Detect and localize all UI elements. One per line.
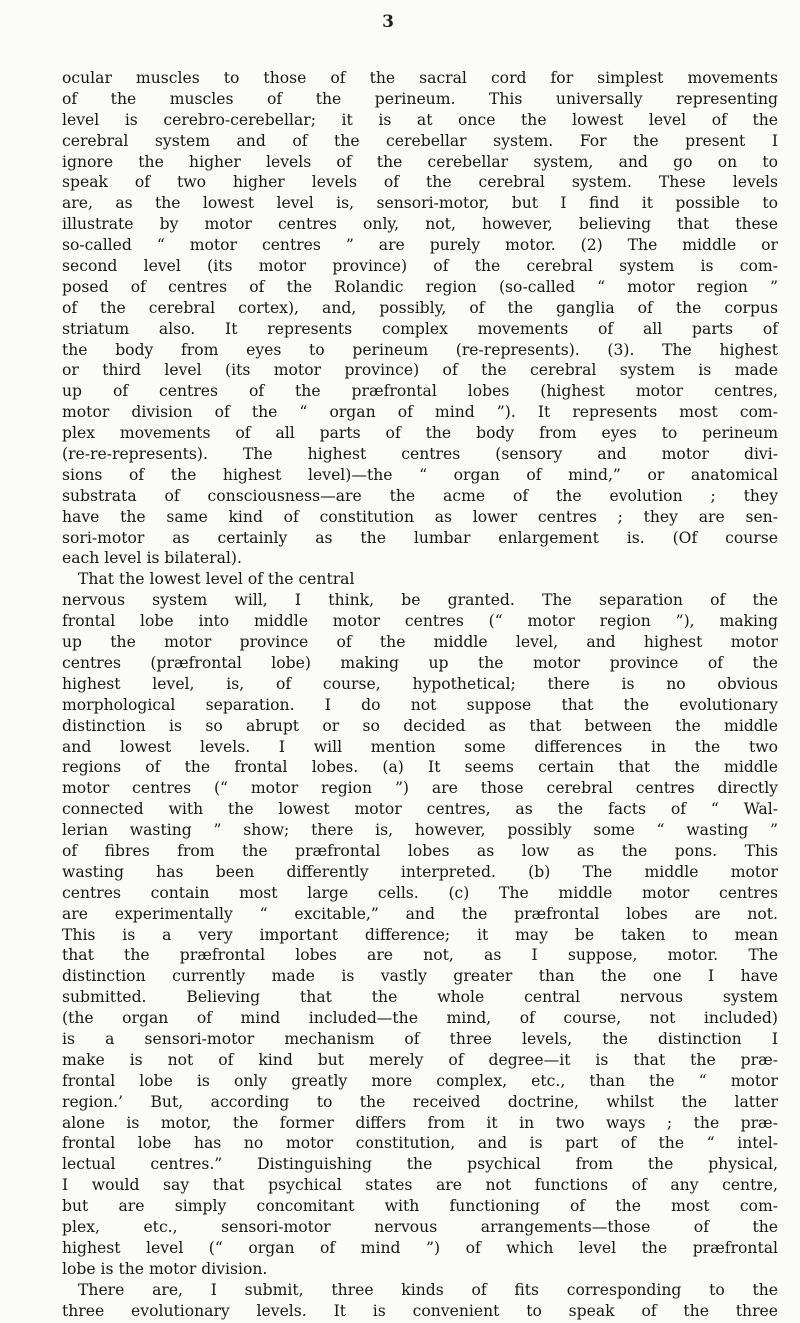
text-line: of fibres from the præfrontal lobes as low as the pons. This [62,841,778,860]
text-line: (re-re-represents). The highest centres (sensory and motor divi- [62,445,778,464]
text-line: have the same kind of constitution as lower centres ; they are sen- [62,507,778,526]
text-line: illustrate by motor centres only, not, however, believing that these [62,215,778,234]
text-line: three evolutionary levels. It is convenient to speak of the three [62,1301,778,1320]
text-line: so-called “ motor centres ” are purely motor. (2) The middle or [62,236,778,255]
text-line: or third level (its motor province) of the cerebral system is made [62,361,778,380]
text-line: region.’ But, according to the received doctrine, whilst the latter [62,1092,778,1111]
text-line: There are, I submit, three kinds of fits corresponding to the [78,1280,778,1299]
text-line: ignore the higher levels of the cerebellar system, and go on to [62,152,778,171]
text-line: of the muscles of the perineum. This universally representing [62,89,778,108]
text-line: posed of centres of the Rolandic region (so-called “ motor region ” [62,277,778,296]
text-line: that the præfrontal lobes are not, as I suppose, motor. The [62,946,778,965]
text-line: connected with the lowest motor centres, as the facts of “ Wal- [62,800,778,819]
text-line: frontal lobe into middle motor centres (“ motor region ”), making [62,612,778,631]
text-line: and lowest levels. I will mention some differences in the two [62,737,778,756]
text-line: morphological separation. I do not suppose that the evolutionary [62,695,778,714]
text-line: up the motor province of the middle level, and highest motor [62,633,778,652]
text-line: distinction currently made is vastly greater than the one I have [62,967,778,986]
text-line: plex movements of all parts of the body from eyes to perineum [62,424,778,443]
text-line: cerebral system and of the cerebellar system. For the present I [62,131,778,150]
text-line: make is not of kind but merely of degree—it is that the præ- [62,1050,778,1069]
text-line: highest level (“ organ of mind ”) of which level the præfrontal [62,1238,778,1257]
text-line: That the lowest level of the central [78,570,355,589]
text-line: frontal lobe is only greatly more complex, etc., than the “ motor [62,1071,778,1090]
text-line: highest level, is, of course, hypothetical; there is no obvious [62,674,778,693]
text-line: but are simply concomitant with functioning of the most com- [62,1197,778,1216]
text-line: I would say that psychical states are not functions of any centre, [62,1176,778,1195]
text-line: up of centres of the præfrontal lobes (highest motor centres, [62,382,778,401]
text-line: sori-motor as certainly as the lumbar enlargement is. (Of course [62,528,778,547]
text-line: wasting has been differently interpreted. (b) The middle motor [62,862,778,881]
text-line: motor centres (“ motor region ”) are those cerebral centres directly [62,779,778,798]
text-line: each level is bilateral). [62,549,242,568]
text-line: are experimentally “ excitable,” and the præfrontal lobes are not. [62,904,778,923]
text-line: speak of two higher levels of the cerebral system. These levels [62,173,778,192]
text-line: lobe is the motor division. [62,1259,268,1278]
text-line: (the organ of mind included—the mind, of course, not included) [62,1009,778,1028]
text-line: regions of the frontal lobes. (a) It seems certain that the middle [62,758,778,777]
text-line: level is cerebro-cerebellar; it is at once the lowest level of the [62,110,778,129]
text-line: centres contain most large cells. (c) The middle motor centres [62,883,778,902]
text-line: distinction is so abrupt or so decided as that between the middle [62,716,778,735]
page-number: 3 [382,12,394,32]
text-line: of the cerebral cortex), and, possibly, of the ganglia of the corpus [62,298,778,317]
text-line: are, as the lowest level is, sensori-motor, but I find it possible to [62,194,778,213]
text-line: lectual centres.” Distinguishing the psychical from the physical, [62,1155,778,1174]
text-line: second level (its motor province) of the cerebral system is com- [62,257,778,276]
text-line: submitted. Believing that the whole central nervous system [62,988,778,1007]
text-line: This is a very important difference; it may be taken to mean [62,925,778,944]
text-line: substrata of consciousness—are the acme of the evolution ; they [62,486,778,505]
text-line: plex, etc., sensori-motor nervous arrangements—those of the [62,1217,778,1236]
text-line: is a sensori-motor mechanism of three levels, the distinction I [62,1029,778,1048]
text-line: frontal lobe has no motor constitution, and is part of the “ intel- [62,1134,778,1153]
body-text [62,68,778,1321]
text-line: alone is motor, the former differs from it in two ways ; the præ- [62,1113,778,1132]
text-line: nervous system will, I think, be granted. The separation of the [62,591,778,610]
text-line: sions of the highest level)—the “ organ of mind,” or anatomical [62,465,778,484]
text-line: lerian wasting ” show; there is, however, possibly some “ wasting ” [62,821,778,840]
text-line: ocular muscles to those of the sacral cord for simplest movements [62,69,778,87]
text-line: the body from eyes to perineum (re-represents). (3). The highest [62,340,778,359]
text-line: motor division of the “ organ of mind ”). It represents most com- [62,403,778,422]
text-line: striatum also. It represents complex movements of all parts of [62,319,778,338]
text-line: centres (præfrontal lobe) making up the motor province of the [62,653,778,672]
